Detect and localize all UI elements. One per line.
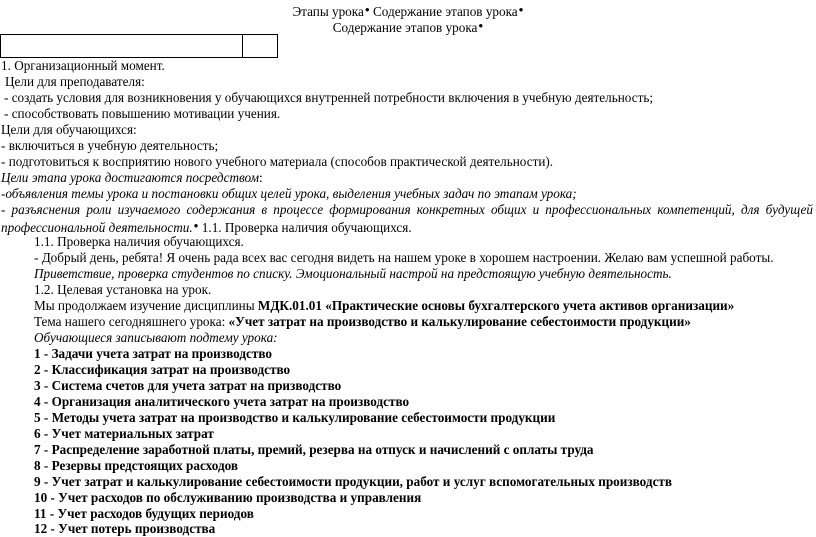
text-line: Цели этапа урока достигаются посредством: bbox=[1, 170, 263, 185]
text-line: - разъяснения роли изучаемого содержания в процессе формирования конкретных общих и профессиональных компетенций, для будущей bbox=[1, 202, 813, 217]
text-line: Приветствие, проверка студентов по списку. Эмоциональный настрой на предстоящую учебную деятельность. bbox=[34, 266, 672, 281]
topic-item: 4 - Организация аналитического учета затрат на производство bbox=[34, 394, 410, 409]
topic-item: 9 - Учет затрат и калькулирование себестоимости продукции, работ и услуг вспомогательных производств bbox=[34, 474, 673, 489]
text-line: Цели для преподавателя: bbox=[5, 74, 145, 89]
bullet-icon bbox=[518, 4, 524, 19]
table-divider bbox=[242, 35, 243, 57]
topic-item: 11 - Учет расходов будущих периодов bbox=[34, 506, 254, 521]
text-line: 1.2. Целевая установка на урок. bbox=[34, 282, 212, 297]
topic-item: 1 - Задачи учета затрат на производство bbox=[34, 346, 272, 361]
text-line: Цели для обучающихся: bbox=[1, 122, 137, 137]
text-line: - Добрый день, ребята! Я очень рада всех вас сегодня видеть на нашем уроке в хорошем настроении. Желаю вам успешной работы. bbox=[34, 250, 774, 265]
text-line: профессиональной деятельности. ● 1.1. Проверка наличия обучающихся. bbox=[1, 218, 412, 236]
topic-item: 2 - Классификация затрат на производство bbox=[34, 362, 291, 377]
text-line: 1. Организационный момент. bbox=[1, 58, 165, 73]
text-line: -объявления темы урока и постановки общих целей урока, выделения учебных задач по этапам урока; bbox=[1, 186, 577, 201]
text-line: Мы продолжаем изучение дисциплины МДК.01.01 «Практические основы бухгалтерского учета активов организации» bbox=[34, 298, 735, 313]
topic-item: 8 - Резервы предстоящих расходов bbox=[34, 458, 239, 473]
empty-table bbox=[0, 34, 278, 58]
header-line-1 bbox=[0, 2, 816, 20]
topic-item: 6 - Учет материальных затрат bbox=[34, 426, 214, 441]
header-stages: Этапы урока bbox=[292, 4, 364, 19]
header-content: Содержание этапов урока bbox=[369, 4, 518, 19]
text-line: - способствовать повышению мотивации учения. bbox=[4, 106, 281, 121]
header-content-2: Содержание этапов урока bbox=[332, 20, 478, 35]
topic-item: 5 - Методы учета затрат на производство и калькулирование себестоимости продукции bbox=[34, 410, 556, 425]
topic-item: 10 - Учет расходов по обслуживанию производства и управления bbox=[34, 490, 422, 505]
text-line: - включиться в учебную деятельность; bbox=[1, 138, 219, 153]
text-line: Обучающиеся записывают подтему урока: bbox=[34, 330, 278, 345]
bullet-icon bbox=[477, 20, 483, 35]
header-line-2 bbox=[0, 18, 816, 36]
text-line: 1.1. Проверка наличия обучающихся. bbox=[34, 234, 244, 249]
text-line: - создать условия для возникновения у обучающихся внутренней потребности включения в учебную деятельность; bbox=[4, 90, 654, 105]
topic-item: 12 - Учет потерь производства bbox=[34, 521, 216, 536]
text-line: - подготовиться к восприятию нового учебного материала (способов практической деятельности). bbox=[1, 154, 554, 169]
topic-item: 7 - Распределение заработной платы, премий, резерва на отпуск и начислений с оплаты труда bbox=[34, 442, 594, 457]
topic-item: 3 - Система счетов для учета затрат на призводство bbox=[34, 378, 342, 393]
text-line: Тема нашего сегодняшнего урока: «Учет затрат на производство и калькулирование себестоимости продукции» bbox=[34, 314, 691, 329]
